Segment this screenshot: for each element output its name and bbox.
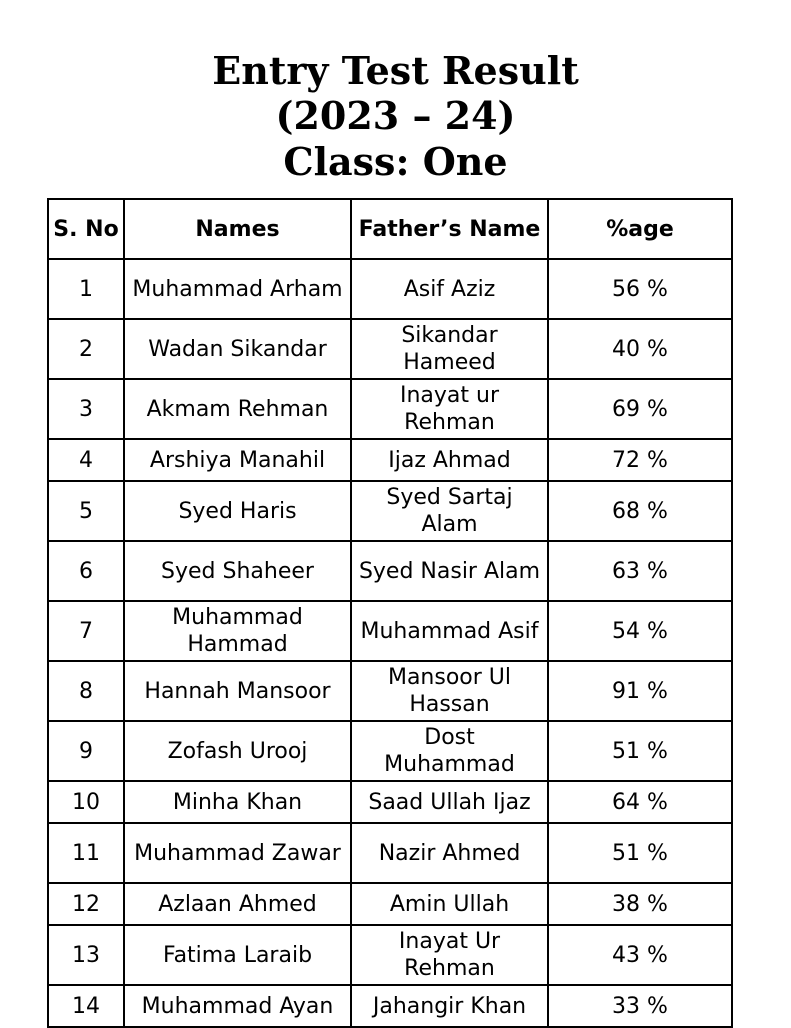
cell-father-name: Inayat Ur Rehman — [351, 925, 548, 985]
cell-sno: 3 — [48, 379, 124, 439]
table-row — [48, 601, 732, 661]
cell-percentage: 63 % — [548, 541, 732, 601]
cell-name: Muhammad Zawar — [124, 823, 351, 883]
cell-name: Akmam Rehman — [124, 379, 351, 439]
cell-father-name: Muhammad Asif — [351, 601, 548, 661]
cell-percentage: 68 % — [548, 481, 732, 541]
cell-percentage: 91 % — [548, 661, 732, 721]
table-row — [48, 883, 732, 925]
cell-sno: 11 — [48, 823, 124, 883]
table-row — [48, 823, 732, 883]
column-header-percentage: %age — [548, 199, 732, 259]
cell-sno: 4 — [48, 439, 124, 481]
cell-percentage: 69 % — [548, 379, 732, 439]
table-row — [48, 439, 732, 481]
cell-percentage: 38 % — [548, 883, 732, 925]
cell-name: Muhammad Hammad — [124, 601, 351, 661]
page-title: Entry Test Result — [212, 48, 579, 93]
table-row — [48, 925, 732, 985]
cell-name: Azlaan Ahmed — [124, 883, 351, 925]
table-row — [48, 661, 732, 721]
cell-sno: 12 — [48, 883, 124, 925]
table-header-row — [48, 199, 732, 259]
cell-sno: 5 — [48, 481, 124, 541]
cell-sno: 2 — [48, 319, 124, 379]
cell-name: Hannah Mansoor — [124, 661, 351, 721]
table-row — [48, 481, 732, 541]
cell-percentage: 40 % — [548, 319, 732, 379]
cell-percentage: 72 % — [548, 439, 732, 481]
column-header-father-name: Father’s Name — [351, 199, 548, 259]
cell-father-name: Nazir Ahmed — [351, 823, 548, 883]
table-row — [48, 985, 732, 1027]
cell-name: Arshiya Manahil — [124, 439, 351, 481]
table-row — [48, 781, 732, 823]
cell-father-name: Syed Sartaj Alam — [351, 481, 548, 541]
cell-sno: 7 — [48, 601, 124, 661]
results-table — [47, 198, 733, 1028]
cell-name: Muhammad Ayan — [124, 985, 351, 1027]
table-row — [48, 541, 732, 601]
cell-percentage: 64 % — [548, 781, 732, 823]
cell-sno: 13 — [48, 925, 124, 985]
cell-name: Syed Haris — [124, 481, 351, 541]
cell-father-name: Jahangir Khan — [351, 985, 548, 1027]
cell-sno: 14 — [48, 985, 124, 1027]
cell-name: Wadan Sikandar — [124, 319, 351, 379]
cell-sno: 6 — [48, 541, 124, 601]
class-label: Class: One — [283, 139, 508, 184]
column-header-names: Names — [124, 199, 351, 259]
cell-sno: 10 — [48, 781, 124, 823]
cell-name: Minha Khan — [124, 781, 351, 823]
cell-name: Syed Shaheer — [124, 541, 351, 601]
cell-father-name: Mansoor Ul Hassan — [351, 661, 548, 721]
cell-sno: 8 — [48, 661, 124, 721]
column-header-sno: S. No — [48, 199, 124, 259]
cell-percentage: 56 % — [548, 259, 732, 319]
cell-father-name: Asif Aziz — [351, 259, 548, 319]
cell-father-name: Dost Muhammad — [351, 721, 548, 781]
cell-sno: 1 — [48, 259, 124, 319]
cell-father-name: Saad Ullah Ijaz — [351, 781, 548, 823]
table-row — [48, 319, 732, 379]
cell-name: Fatima Laraib — [124, 925, 351, 985]
cell-percentage: 33 % — [548, 985, 732, 1027]
cell-percentage: 54 % — [548, 601, 732, 661]
cell-percentage: 51 % — [548, 721, 732, 781]
cell-name: Zofash Urooj — [124, 721, 351, 781]
cell-father-name: Sikandar Hameed — [351, 319, 548, 379]
table-row — [48, 259, 732, 319]
session-year: (2023 – 24) — [275, 93, 516, 138]
cell-sno: 9 — [48, 721, 124, 781]
cell-percentage: 51 % — [548, 823, 732, 883]
table-row — [48, 379, 732, 439]
cell-father-name: Syed Nasir Alam — [351, 541, 548, 601]
cell-father-name: Inayat ur Rehman — [351, 379, 548, 439]
cell-percentage: 43 % — [548, 925, 732, 985]
table-row — [48, 721, 732, 781]
cell-father-name: Ijaz Ahmad — [351, 439, 548, 481]
cell-father-name: Amin Ullah — [351, 883, 548, 925]
cell-name: Muhammad Arham — [124, 259, 351, 319]
